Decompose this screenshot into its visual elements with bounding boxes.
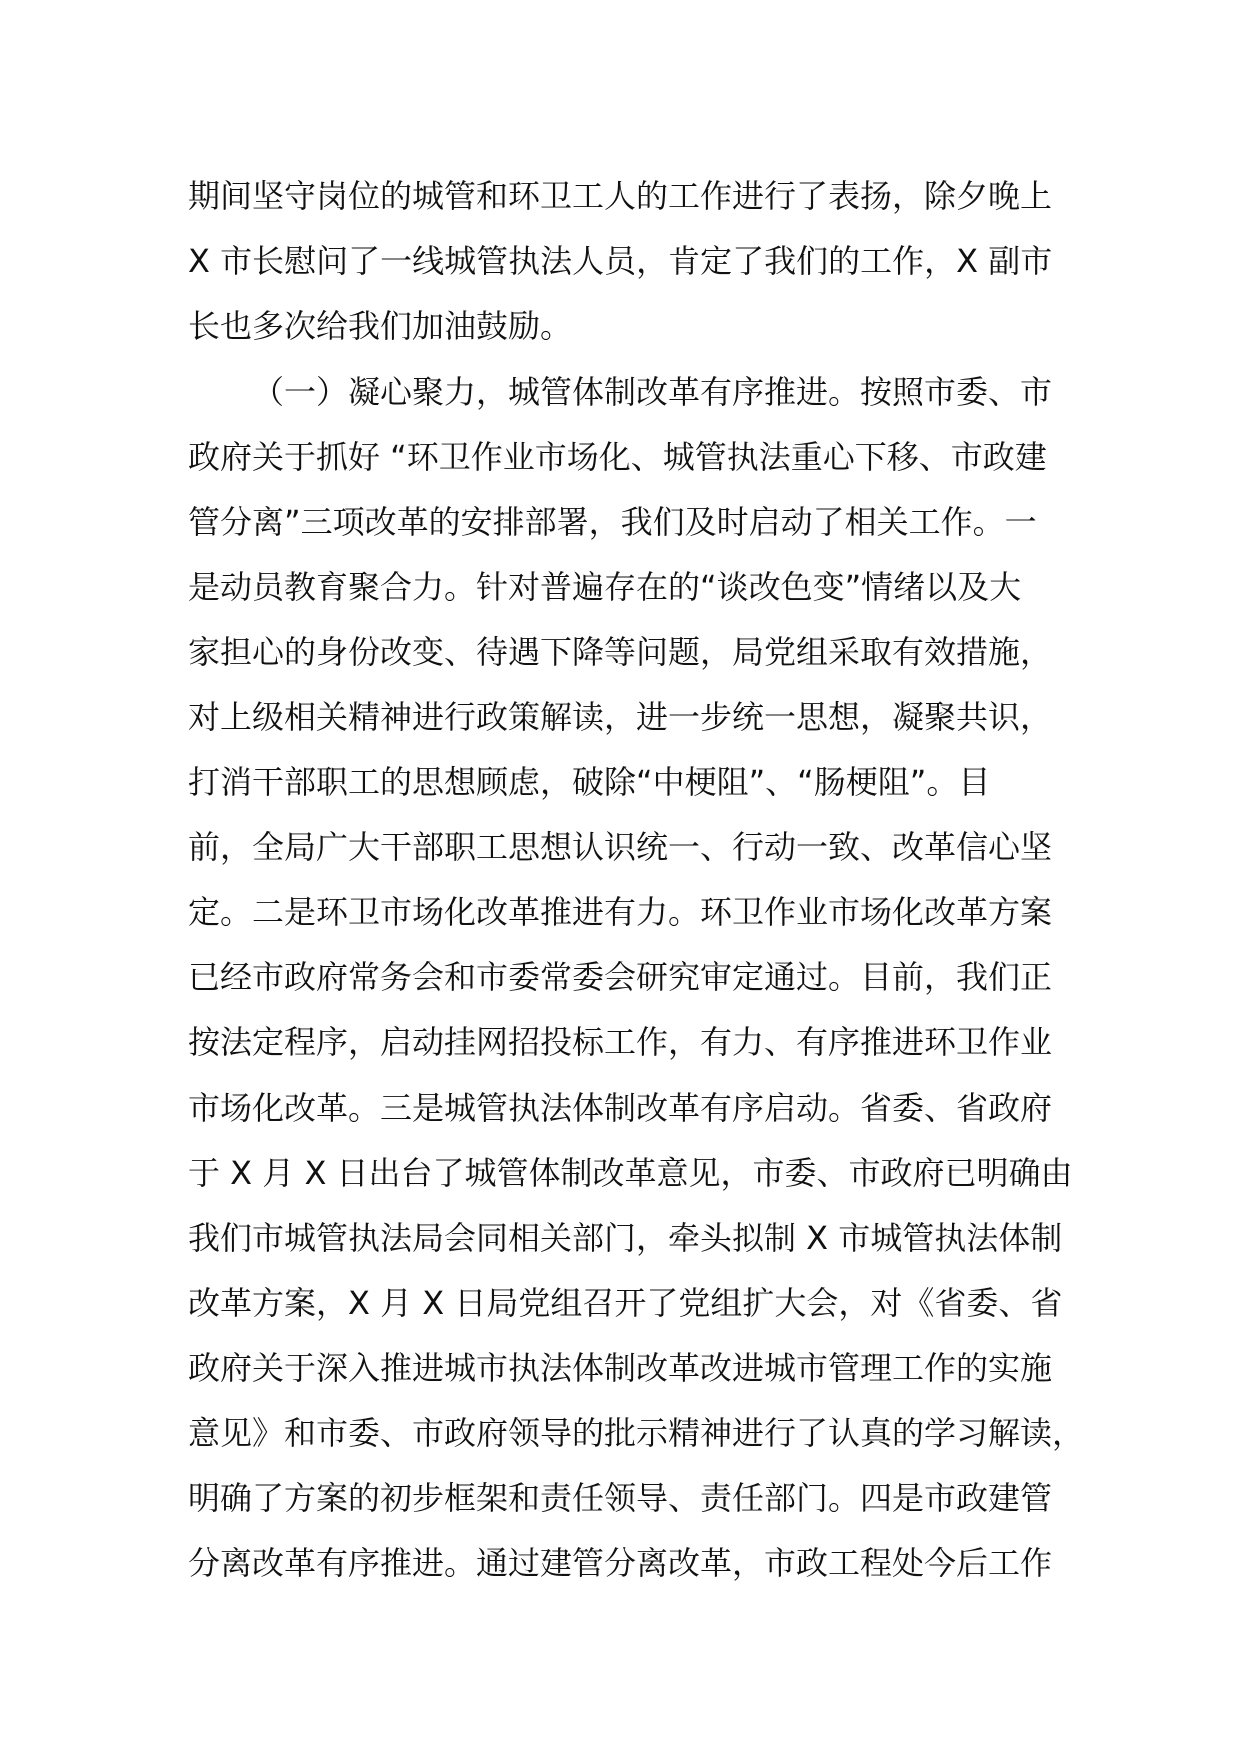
section-heading-line: （一）凝心聚力，城管体制改革有序推进。按照市委、市 (252, 373, 1053, 411)
body-text-line: 分离改革有序推进。通过建管分离改革，市政工程处今后工作 (188, 1544, 1053, 1582)
body-text-line: 政府关于深入推进城市执法体制改革改进城市管理工作的实施 (188, 1349, 1053, 1387)
body-text-line: 期间坚守岗位的城管和环卫工人的工作进行了表扬，除夕晚上 (188, 177, 1053, 215)
body-text-line: 按法定程序，启动挂网招投标工作，有力、有序推进环卫作业 (188, 1023, 1053, 1061)
body-text-line: 前，全局广大干部职工思想认识统一、行动一致、改革信心坚 (188, 828, 1053, 866)
body-text-line: 改革方案，X 月 X 日局党组召开了党组扩大会，对《省委、省 (188, 1284, 1063, 1322)
body-text-line: 定。二是环卫市场化改革推进有力。环卫作业市场化改革方案 (188, 893, 1053, 931)
body-text-line: 市场化改革。三是城管执法体制改革有序启动。省委、省政府 (188, 1089, 1053, 1127)
body-text-line: 我们市城管执法局会同相关部门，牵头拟制 X 市城管执法体制 (188, 1219, 1063, 1257)
body-text-line: 已经市政府常务会和市委常委会研究审定通过。目前，我们正 (188, 958, 1053, 996)
body-text-line: 家担心的身份改变、待遇下降等问题，局党组采取有效措施， (188, 633, 1053, 671)
body-text-line: 打消干部职工的思想顾虑，破除“中梗阻”、“肠梗阻”。目 (188, 763, 991, 801)
body-text-line: 对上级相关精神进行政策解读，进一步统一思想，凝聚共识， (188, 698, 1053, 736)
body-text-line: 意见》和市委、市政府领导的批示精神进行了认真的学习解读， (188, 1414, 1085, 1452)
body-text-line: 明确了方案的初步框架和责任领导、责任部门。四是市政建管 (188, 1479, 1053, 1517)
body-text-line: 是动员教育聚合力。针对普遍存在的“谈改色变”情绪以及大 (188, 568, 1022, 606)
body-text-line: X 市长慰问了一线城管执法人员，肯定了我们的工作，X 副市 (188, 242, 1053, 280)
body-text-line: 于 X 月 X 日出台了城管体制改革意见，市委、市政府已明确由 (188, 1154, 1073, 1192)
body-text-line: 管分离”三项改革的安排部署，我们及时启动了相关工作。一 (188, 503, 1037, 541)
body-text-line: 长也多次给我们加油鼓励。 (188, 307, 573, 345)
body-text-line: 政府关于抓好 “环卫作业市场化、城管执法重心下移、市政建 (188, 438, 1047, 476)
